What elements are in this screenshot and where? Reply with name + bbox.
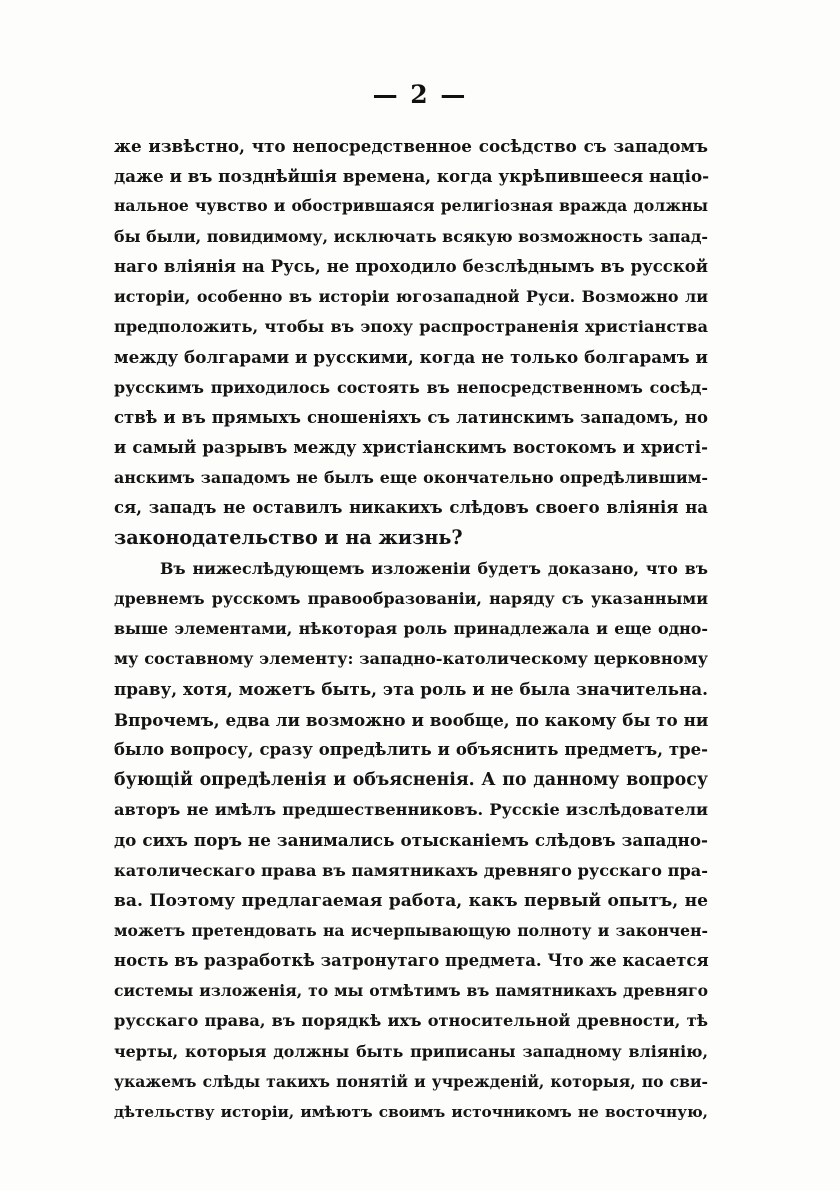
- text-line: ность въ разработкѣ затронутаго предмета. Что же касается: [114, 951, 709, 971]
- text-line: авторъ не имѣлъ предшественниковъ. Русскіе изслѣдователи: [114, 800, 708, 820]
- text-line: нальное чувство и обострившаяся религіозная вражда должны: [114, 196, 708, 216]
- text-line: укажемъ слѣды такихъ понятій и учрежденій, которыя, по сви-: [114, 1071, 708, 1091]
- paragraph-end-line: законодательство и на жизнь?: [114, 526, 463, 550]
- text-line: даже и въ позднѣйшія времена, когда укрѣпившееся націо-: [114, 166, 710, 187]
- text-line: русскимъ приходилось состоять въ непосредственномъ сосѣд-: [114, 377, 708, 397]
- text-line: праву, хотя, можетъ быть, эта роль и не была значительна.: [114, 679, 708, 700]
- text-line: ся, западъ не оставилъ никакихъ слѣдовъ своего вліянія на: [114, 498, 708, 518]
- text-line: Впрочемъ, едва ли возможно и вообще, по какому бы то ни: [114, 709, 709, 730]
- text-line: и самый разрывъ между христіанскимъ востокомъ и христі-: [114, 437, 708, 457]
- text-line: ва. Поэтому предлагаемая работа, какъ первый опытъ, не: [114, 890, 708, 911]
- text-line: было вопросу, сразу опредѣлить и объяснить предметъ, тре-: [114, 739, 708, 759]
- text-line: древнемъ русскомъ правообразованіи, наряду съ указанными: [114, 588, 708, 608]
- text-line: бующій опредѣленія и объясненія. А по данному вопросу: [114, 769, 708, 790]
- text-line: же извѣстно, что непосредственное сосѣдство съ западомъ: [114, 136, 708, 156]
- body-text: [114, 131, 708, 1127]
- text-line: до сихъ поръ не занимались отысканіемъ слѣдовъ западно-: [114, 830, 708, 851]
- text-line: исторіи, особенно въ исторіи югозападной Руси. Возможно ли: [114, 286, 708, 306]
- text-line: русскаго права, въ порядкѣ ихъ относительной древности, тѣ: [114, 1011, 708, 1031]
- paragraph-start-line: Въ нижеслѣдующемъ изложеніи будетъ доказано, что въ: [160, 558, 708, 578]
- text-line: предположить, чтобы въ эпоху распространенія христіанства: [114, 317, 708, 337]
- text-line: бы были, повидимому, исключать всякую возможность запад-: [114, 226, 708, 246]
- text-line: дѣтельству исторіи, имѣютъ своимъ источникомъ не восточную,: [114, 1103, 708, 1121]
- page-number: — 2 —: [372, 80, 468, 109]
- text-line: католическаго права въ памятникахъ древняго русскаго пра-: [114, 860, 708, 880]
- text-line: можетъ претендовать на исчерпывающую полноту и закончен-: [114, 920, 708, 940]
- text-line: выше элементами, нѣкоторая роль принадлежала и еще одно-: [114, 619, 708, 638]
- text-line: черты, которыя должны быть приписаны западному вліянію,: [114, 1041, 708, 1061]
- text-line: ствѣ и въ прямыхъ сношеніяхъ съ латинскимъ западомъ, но: [114, 407, 708, 427]
- text-line: му составному элементу: западно-католическому церковному: [114, 649, 708, 669]
- text-line: наго вліянія на Русь, не проходило безслѣднымъ въ русской: [114, 256, 708, 276]
- text-line: системы изложенія, то мы отмѣтимъ въ памятникахъ древняго: [114, 981, 708, 1001]
- text-line: анскимъ западомъ не былъ еще окончательно опредѣлившим-: [114, 468, 708, 488]
- text-line: между болгарами и русскими, когда не только болгарамъ и: [114, 347, 708, 368]
